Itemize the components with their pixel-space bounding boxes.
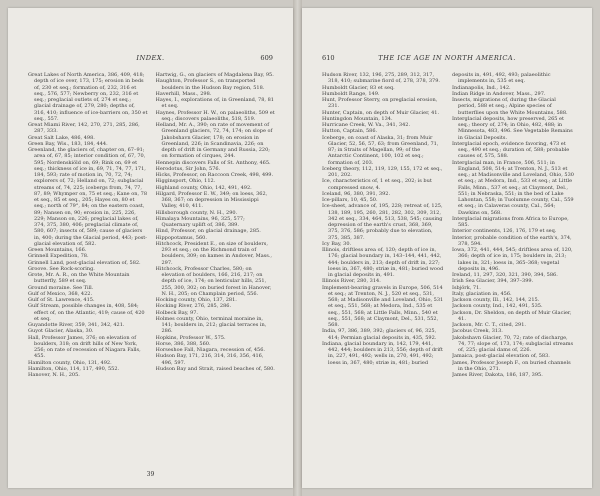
index-entry: Hudson River, 132, 196, 275, 289, 312, 317, 318, 410; submarine fiord of, 278, 378, 379. <box>322 72 440 85</box>
index-entry: Interglacial deposits, how preserved, 265 et seq.; theory of, 274; in Ohio, 482, 488; in Minnesota, 483, 496. See Vegetable Remains in Glacial Deposits. <box>452 115 573 141</box>
index-entry: Interior, probable condition of the earth's, 374, 378, 594. <box>452 234 572 247</box>
index-entry: Implement-bearing gravels in Europe, 506, 514 et seq.; at Trenton, N. J., 520 et seq., 531, 568; at Madisonville and Loveland, Ohio, 531 et seq., 551, 568; at Medora, Ind., 535 et seq., 551, 568; at Little Falls, Minn., 540 et seq., 551, 568; at Claymont, Del., 531, 552, 568. <box>322 284 444 328</box>
index-entry: Ice-sheet, advance of, 195, 228; retreat of, 125, 138, 189, 195, 260, 281, 282, 302, 309, 312, 342 et seq., 334, 464, 513, 538, 545; causing depression of the earth's crust, 368, 369, 375, 376, 586; probably due to elevation, 375, 385, 387. <box>322 203 443 241</box>
index-entry: Hocking county, Ohio, 137, 281. <box>155 297 237 303</box>
index-entry: Hamilton county, Ohio, 131, 492. <box>28 359 112 366</box>
left-page <box>8 8 293 488</box>
index-entry: Indianapolis, Ind., 142. <box>452 84 511 91</box>
book-gutter <box>293 0 302 496</box>
index-entry: Interior continents, 126, 176, 179 et seq. <box>452 228 557 235</box>
index-entry: Greenland, the glaciers of, chapter on, 67–91; area of, 67, 85; interior condition of, 67, 70, 595; Nordenskiöld on, 69; Rink on, 69 et seq.; thickness of ice in, 69, 71, 74, 77, 171, 184, 593; rate of motion in, 70, 72, 74; explorers of, 72; Helland on, 72; subglacial streams of, 74, 225; icebergs from, 74, 77, 87, 89; Whymper on, 75 et seq.; Kane on, 78 et seq., 85 et seq., 205; Hayes on, 80 et seq.; north of 79°, 84; on the eastern coast, 89; Nansen on, 90; erosion in, 225, 226, 229; Manson on, 226; preglacial lakes of, 374, 375, 380, 406; preglacial climate of, 580, 607; insects of, 589; cause of glaciers in, 400; during the Glacial period, 443; post-glacial elevation of, 582. <box>28 147 148 247</box>
index-entry: Hunt, Professor Sterry, on preglacial erosion, 231. <box>322 97 438 110</box>
index-entry: Hicks, Professor, on Raccoon Creek, 498, 499. <box>155 172 274 178</box>
page-number: 609 <box>260 54 273 62</box>
index-entry: Humboldt Range, 149. <box>322 90 380 97</box>
index-entry: Isbjörk, 71. <box>452 284 481 291</box>
index-entry: deposits in, 491, 492, 493; palaeolithic implements in, 535 et seq. <box>452 72 551 85</box>
index-entry: Grinnell Land, post-glacial elevation of, 582. <box>28 259 141 266</box>
index-entry: Jackson, Dr. Sheldon, on depth of Muir Glacier, 41. <box>452 309 572 322</box>
index-entry: Green Mountains, 166. <box>28 247 87 253</box>
index-entry: Himalaya Mountains, 96, 325, 577; Quaternary uplift of, 386, 389. <box>155 215 245 228</box>
index-entry: Illinois River, 280, 314. <box>322 278 381 285</box>
index-entry: Interglacial man, in France, 506, 511; in England, 508, 514; at Trenton, N. J., 513 et seq.; at Madisonville and Loveland, Ohio, 530 et seq.; at Medora, Ind., 533 et seq.; at Little Falls, Minn., 537 et seq.; at Claymont, Del., 551; in Nebraska, 551; in the bed of Lake Lahontan, 558; in Tuolumne county, Cal., 559 et seq.; in Calaveras county, Cal., 564; Dawkins on, 568. <box>452 159 574 216</box>
index-entry: Ice-pillars, 10, 45, 50. <box>322 197 378 203</box>
right-page <box>302 8 592 488</box>
index-entry: Herodotus, Sir John, 576. <box>155 165 221 172</box>
index-entry: Horseshoe Fall, Niagara, recession of, 456. <box>155 347 265 353</box>
index-entry: Hippopotamus, 560. <box>155 234 207 241</box>
index-entry: Haverhill, Mass., 298. <box>155 90 212 97</box>
right-page-header <box>322 54 572 64</box>
index-entry: Hurricane Creek, W. Va., 341, 342. <box>322 122 411 128</box>
index-entry: Jakobshavn Glacier, 70, 72; rate of discharge, 74, 77; slope of, 173, 174; subglacial streams of, 225; glacial dams of, 226. <box>452 334 574 353</box>
index-entry: Hayes, I., explorations of, in Greenland, 78, 81 et seq. <box>155 97 274 110</box>
index-entry: Gulf Stream, possible changes in, 408, 584; effect of, on the Atlantic, 419; cause of, 420 et seq. <box>28 303 145 322</box>
index-column-2 <box>156 72 276 478</box>
index-entry: Grote, Mr. A. R., on the White Mountain butterfly, 589 et seq. <box>28 272 130 285</box>
index-entry: Hunter, Captain, on depth of Muir Glacier, 41. <box>322 109 440 116</box>
index-entry: Higginsport, Ohio, 112. <box>155 178 216 185</box>
index-entry: Icy Bay, 30. <box>322 240 352 247</box>
index-entry: Jackson, Mr. C. T., cited, 291. <box>452 322 527 328</box>
index-columns <box>28 72 275 478</box>
index-entry: Hocking River, 276, 285, 286. <box>155 303 232 310</box>
index-entry: Insects, migrations of, during the Glacial period, 588 et seq.; Alpine species of butterflies upon the White Mountains, 588. <box>452 97 568 116</box>
index-entry: Indiana, glacial boundary in, 142, 179, 441, 442, 444; boulders in 213, 556; depth of drift in, 227, 491, 492; wells in, 270, 491, 492; loess in, 367, 480; striæ in, 481; buried <box>322 340 443 366</box>
index-entry: Hartwig, G., on glaciers of Magdalena Bay, 95. <box>155 72 274 78</box>
index-entry: Hanover, N. H., 205. <box>28 372 80 378</box>
index-entry: Hennepin discovers Falls of St. Anthony, 465. <box>155 159 271 166</box>
index-entry: Jackson county, Ill., 142, 144, 215. <box>452 297 540 303</box>
left-page-header <box>28 54 273 64</box>
index-entry: Holbeck Bay, 97. <box>155 309 198 316</box>
index-entry: Interglacial epoch, evidence favoring, 473 et seq., 490 et seq.; duration of, 588; probable causes of, 575, 588. <box>452 140 570 160</box>
index-entry: Illinois, driftless area of, 120; depth of ice in, 176; glacial boundary in, 143–144, 441, 442, 444; boulders in, 213; depth of drift in, 227; loess in, 367, 480; striæ in, 481; buried wood in glacial deposits in, 491. <box>322 247 444 278</box>
signature-mark: 39 <box>146 471 155 478</box>
index-entry: Great Lakes of North America, 386, 409, 418; depth of ice over, 173, 175; erosion in beds of, 230 et seq.; formation of, 232, 316 et seq., 576, 577; Newberry on, 232, 316 et seq.; preglacial outlets of, 274 et seq.; glacial drainage of, 279, 280; depths of, 316, 410; influence of ice-barriers on, 350 et seq., 557. <box>28 72 148 122</box>
index-entry: Guyot Glacier, Alaska, 30. <box>28 328 94 335</box>
index-entry: Iowa, 372, 441, 444, 545; driftless area of, 120, 366; depth of ice in, 175; boulders in, 213; lakes in, 321; loess in, 365–368; vegetal deposits in, 496. <box>452 247 573 272</box>
index-entry: Horse, 386, 388, 560. <box>155 340 211 347</box>
index-column-1 <box>28 72 148 478</box>
index-entry: Ireland, 11, 297, 320, 321, 390, 394, 586. <box>452 272 558 278</box>
index-entry: Guyandotte River, 359, 341, 342, 421. <box>28 322 125 328</box>
index-entry: Hudson Bay, 171, 216, 314, 316, 356, 416, 496, 597. <box>155 353 264 366</box>
index-entry: Hall, Professor James, 376; on elevation of boulders, 318; on drift hills of New York, 256; on rate of recession of Niagara Falls, 455. <box>28 334 141 360</box>
index-entry: Humboldt Glacier, 83 et seq. <box>322 84 395 91</box>
index-entry: Great Miami River, 142, 270, 271, 285, 286, 287, 333. <box>28 122 140 135</box>
index-entry: Jamaica, post-glacial elevation of, 583. <box>452 353 550 360</box>
index-entry: Hudson Bay and Strait, raised beaches of, 580. <box>155 365 275 372</box>
index-entry: Haynes, Professor H. W., on palaeoliths, 509 et seq.; discovers palaeoliths, 518, 519. <box>155 109 275 122</box>
index-entry: Highland county, Ohio, 142, 491, 492. <box>155 184 252 191</box>
index-entry: Groove. See Rock-scoring. <box>28 265 95 272</box>
index-entry: Hopkins, Professor W., 575. <box>155 334 226 341</box>
index-entry: Hutton, Captain, 586. <box>322 128 378 135</box>
index-entry: Grinnell Expedition, 78. <box>28 253 89 260</box>
index-entry: India, 97, 386, 389, 392; glaciers of, 96, 325, 414; Permian glacial deposits in, 435, 592. <box>322 328 437 341</box>
index-columns <box>322 72 574 478</box>
index-entry: Helland, Mr. A., 390; on rate of movement of Greenland glaciers, 72, 74, 174; on slope of Jakobshavn Glacier, 178; on erosion in Greenland, 226; in Scandinavia, 226; on depth of drift in Germany and Russia, 220; on formation of cirques, 244. <box>155 122 273 160</box>
index-entry: Iceland, 96, 380, 391, 392. <box>322 190 391 197</box>
index-entry: Green Bay, Wis., 183, 184, 444. <box>28 140 108 147</box>
index-entry: Italy, glaciation in, 456. <box>452 290 512 297</box>
index-entry: Jacobus Creek, 313. <box>452 328 503 335</box>
index-entry: Irish Sea Glacier, 394, 397–399. <box>452 278 534 285</box>
index-entry: Indian Ridge in Andover, Mass., 297. <box>452 90 546 97</box>
index-entry: Ice, characteristics of, 1 et seq., 202; is but compressed snow, 4. <box>322 178 432 191</box>
index-entry: Gulf of St. Lawrence, 415. <box>28 297 95 303</box>
index-entry: Ground moraine. See Till. <box>28 284 94 291</box>
index-entry: Holmes county, Ohio, terminal moraine in, 141; boulders in, 212; glacial terraces in, 286. <box>155 315 267 335</box>
index-column-2 <box>452 72 574 478</box>
index-entry: Haughton, Professor S., on transported boulders in the Hudson Bay region, 518. <box>155 78 265 91</box>
index-entry: Iceberg theory, 112, 119, 129, 155, 172 et seq., 201, 202. <box>322 165 443 178</box>
index-entry: Hillsborough county, N. H., 290. <box>155 209 238 216</box>
index-entry: Jackson county, Ind., 142, 491, 535. <box>452 303 543 310</box>
index-entry: Interglacial migrations from Africa to Europe, 585. <box>452 215 569 228</box>
index-entry: Gulf of Mexico, 368, 422. <box>28 290 93 297</box>
index-entry: James, Professor Joseph F., on buried channels in the Ohio, 271. <box>452 359 571 372</box>
page-number: 610 <box>322 54 335 62</box>
running-title: INDEX. <box>136 54 165 62</box>
running-title: THE ICE AGE IN NORTH AMERICA. <box>378 54 516 62</box>
index-entry: James River, Dakota, 186, 187, 395. <box>452 372 543 378</box>
index-entry: Hamilton, Ohio, 114, 117, 490, 552. <box>28 365 120 372</box>
index-entry: Hitchcock, President E., on size of boulders, 293 et seq.; on the Richmond train of boulders, 309; on kames in Andover, Mass., 297. <box>155 240 272 266</box>
index-entry: Hind, Professor, on glacial drainage, 285. <box>155 228 261 235</box>
index-entry: Huntingdon Mountain, 134. <box>322 115 393 122</box>
index-entry: Hilgard, Professor E. W., 349; on loess, 362, 368, 367; on depression in Mississippi Valley, 410, 411. <box>155 190 268 210</box>
index-column-1 <box>322 72 444 478</box>
index-entry: Hitchcock, Professor Charles, 580; on elevation of boulders, 166, 216, 217; on depth of ice, 174; on lenticular hills, 251, 255, 300, 302; on buried forest in Hanover, N. H., 205; on Champlain period, 556. <box>155 265 272 297</box>
index-entry: Iceberge, on coast of Alaska, 31; from Muir Glacier, 52, 56, 57, 63; from Greenland, 71, 87; in Straits of Magellan, 99; of the Antarctic Continent, 100, 102 et seq.; formation of, 203. <box>322 134 439 166</box>
index-entry: Great Salt Lake, 486, 498. <box>28 134 95 141</box>
